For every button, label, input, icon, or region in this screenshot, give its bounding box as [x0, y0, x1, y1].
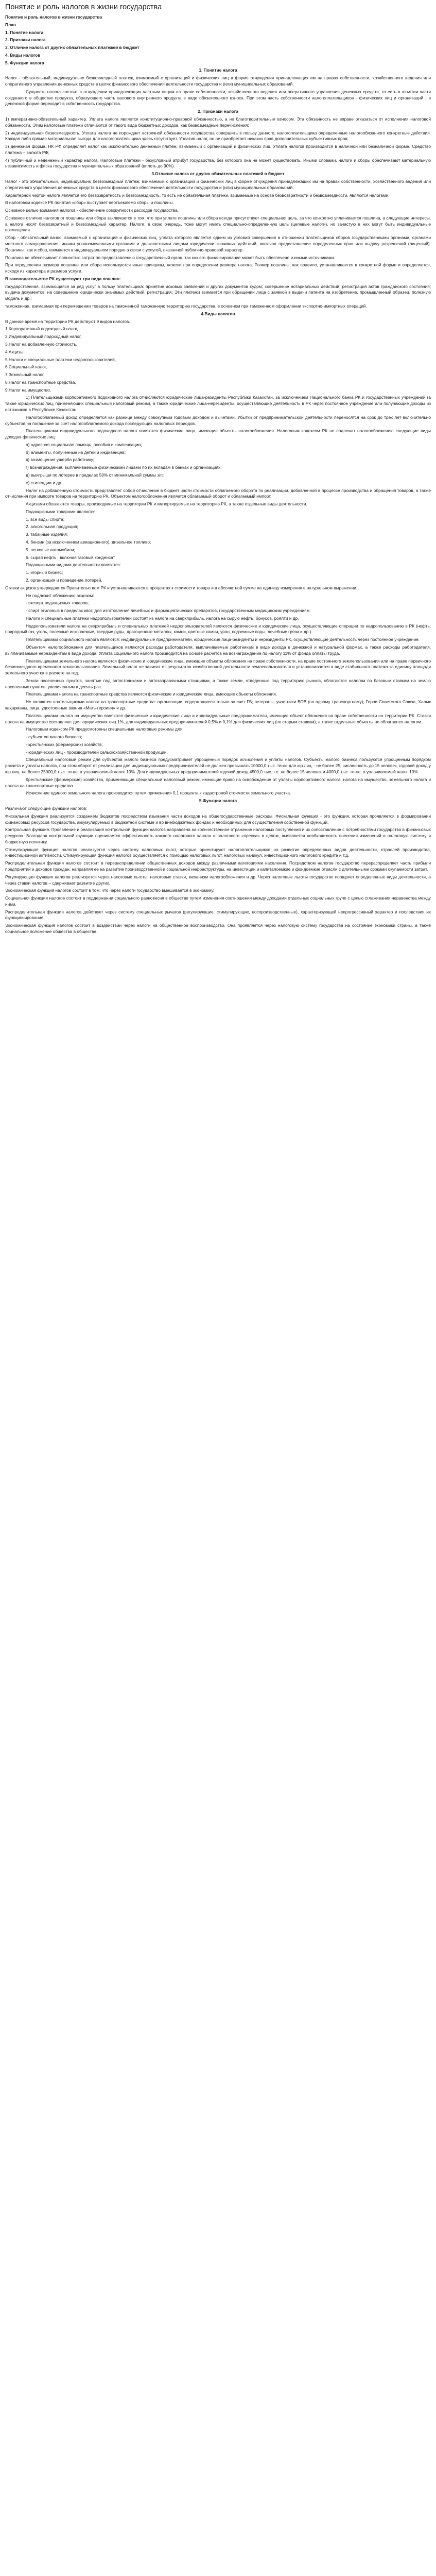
paragraph: 2. алкогольная продукция; [26, 524, 78, 530]
paragraph: 4) публичный и неденежный характер налога. Налоговые платежи - безусловный атрибут государства, без которого она не может существовать. Иными словами, налоги и сборы обеспечивают материальную независимость и фиска государства и муниципальных образований (вплоть до 90%). [5, 157, 431, 169]
paragraph: Экономическая функция налогов состоит в том, что через налоги государство вмешивается в экономику. [5, 888, 215, 893]
paragraph: Социальная функция налогов состоит в поддержании социального равновесия в обществе путем изменения соотношения между доходами отдельных социальных групп с целью сглаживания неравенства между ними. [5, 895, 431, 907]
paragraph: г) вознаграждения, выплачиваемые физическими лицами по их вкладам в банках и организациях; [26, 465, 222, 470]
section-heading: В законодательстве РК существуют три вида пошлин: [5, 276, 121, 281]
paragraph: Фискальная функция реализуется созданием бюджетов посредством изымания части доходов на общегосударственные расходы. Фискальная функция - это функция, которая проявляется в формировании финансовых ресурсов государства, аккумулируемых в бюджетной системе и во внебюджетных фондах и необходимых для осуществления собственной функций. [5, 813, 431, 825]
paragraph: Характерной чертой налога является его безвозвратность и безвозмездность, то есть не обязательная платежи, взимаемые на основе безвозвратности и безвозмездности, являются налогами. [5, 192, 390, 198]
paragraph: Контрольная функция. Проявление и реализация контрольной функции налогов направлена на количественное отражение налоговых поступлений и их сопоставление с потребностями государства в финансовых ресурсах. Благодаря контрольной функции оценивается эффективность каждого налогового канала и налогового «пресса» в целом, выявляется необходимость внесения изменений в налоговую систему и бюджетную политику. [5, 827, 431, 844]
paragraph: 6. сырая нефть , включая газовый конденсат. [26, 554, 116, 560]
paragraph: Земли населенных пунктов, занятые под автостоянками и автозаправочными станциями, а также земли, отведенные под территорию рынков, облагаются налогом по базовым ставкам на землю населенных пунктов, увеличенным в десять раз. [5, 677, 431, 689]
paragraph: Налог на добавленную стоимость представляет собой отчисление в бюджет части стоимости облагаемого оборота по реализации, добавленной в процессе производства и обращения товаров, а также отчисления при импорте товаров на территорию РК. Объектом налогообложения является облагаемый оборот и облагаемый импорт. [5, 487, 431, 499]
paragraph: д) выигрыши по лотерее в пределах 50% от минимальной суммы з/п; [26, 472, 164, 478]
paragraph: 1.Корпоративный подоходный налог, [5, 326, 78, 332]
paragraph: в) возмещение ущерба работнику; [26, 457, 95, 463]
paragraph: Распределительная функция налогов состоит в перераспределении общественных доходов между различными категориями населения. Посредством налогов государство перераспределяет часть прибыли предприятий и доходов граждан, направляя ее на развитие производственной и социальной инфраструктуры, на инвестиции и капиталоемкие и фондоемкие отрасли с длительными сроками окупаемости затрат. [5, 860, 431, 872]
paragraph: Объектом налогообложения для плательщиков являются расходы работодателя, выплачиваемые работникам в виде дохода в денежной и натуральной формах, а также расходы работодателя, выплачиваемые нерезидентам в виде дохода. Уплата социального налога производится на основе расчетов на вознаграждение по налогу 11% от фонда оплаты труда. [5, 644, 431, 656]
paragraph: государственная, взимающаяся за ряд услуг в пользу плательщика: принятие исковых заявлений и других документов судом; совершение нотариальных действий; регистрация актов гражданского состояния; выдача документов; на совершение юридически значимых действий; регистрация; Эти платежи взимается при обращении лица с заявкой в выдачи патента на изобретение, промышленный образец, полезную модель и др.; [5, 283, 431, 301]
paragraph: Плательщиками земельного налога являются физические и юридические лица, имеющие объекты обложения на праве собственности, на праве постоянного землепользования или на праве первичного безвозмездного временного землепользования. Земельный налог не зависит от результатов хозяйственной деятельности землепользователя и устанавливается в виде стабильного платежа за единицу площади земельного участка в расчете на год. [5, 658, 431, 676]
paragraph: Различают следующие функции налогов: [5, 805, 88, 811]
paragraph: Не подлежит обложению акцизом: [26, 592, 94, 598]
document-body [5, 14, 431, 935]
paragraph: Распределительная функция налогов действует через систему специальных рычагов (регулирующие, стимулирующие, воспроизводственные), характеризующей непрогрессивный характер и последствия их функционирования. [5, 909, 431, 921]
paragraph: Не являются плательщиками налога на транспортные средства: организации, содержащиеся только за счет ГБ; ветераны, участники ВОВ (по одному транспортному); Герои Советского Союза, Халык каҳарманы, лица, удостоенные звания «Мать-героиня» и др. [5, 699, 431, 710]
paragraph: 5.Налоги и специальные платежи недропользователей, [5, 357, 116, 362]
paragraph: 3. табачные изделия; [26, 532, 68, 537]
section-heading: 1. Понятие налога [5, 29, 44, 35]
paragraph: Налог - это обязательный, индивидуально безвозмездный платеж, взимаемый с организаций и физических лиц в форме отчуждения принадлежащих им на правах собственности, хозяйственного ведения или оперативного управления денежных средств в целях финансового обеспечения деятельности государства и (или) муниципальных образований. [5, 178, 431, 190]
paragraph: 1) императивно-обязательный характер. Уплата налога является конституционно-правовой обязанностью, а не благотворительным взносом. Эта обязанность не вправе отказаться от исполнения налоговой обязанности. Этим налоговые платежи отличаются от такого вида бюджетных доходов, как безвозмездные перечисления; [5, 116, 431, 128]
paragraph: Основное отличие налогов от пошлины или сбора заключается в том, что при уплате пошлины или сбора всегда присутствует специальная цель, за что конкретно уплачивается пошлина, а следующие интересы, а налога носят безвозвратный и безвозмездный характер. Налоги, в свою очередь, тоже могут иметь специально-определенную цель (целевые налоги), но зачастую в них могут быть индивидуальные возмещения. [5, 215, 431, 233]
paragraph: Крестьянские (фермерские) хозяйства, применяющие специальный налоговый режим, имеющие право на освобождение от уплаты корпоративного налога, налога на имущество, земельного налога и налога на транспортные средства. [5, 776, 431, 788]
paragraph: 4.Акцизы, [5, 349, 25, 354]
paragraph: Налоги и специальные платежи недропользователей состоят из налога на сверхприбыль, налога на сырую нефть, бонусов, роялти и др. [26, 615, 299, 621]
paragraph: Ставки акцизов утверждаются Правительством РК и устанавливаются в процентах к стоимости товара и в абсолютной сумме на единицу измерения в натуральном выражении. [5, 585, 358, 590]
paragraph: При определении размера пошлины или сбора используются иные принципы, нежели при определении размера налога. Размер пошлины, как правило, устанавливается в конкретной форме и определяется, исходя из характера и размера услуги. [5, 262, 431, 274]
paragraph: 8.Налог на транспортные средства, [5, 379, 76, 385]
paragraph: е) стипендии и др. [26, 480, 63, 485]
section-heading: 2. Признаки налога [5, 37, 46, 43]
paragraph: - экспорт подакцизных товаров; [26, 600, 89, 606]
paragraph: а) адресная социальная помощь, пособия и компенсации; [26, 442, 142, 447]
paragraph: 3.Налог на добавленную стоимость, [5, 341, 78, 347]
paragraph: - субъектов малого бизнеса; [26, 734, 82, 740]
paragraph: Налогооблагаемый доход определяется как разница между совокупным годовым доходом и вычетами. Убытки от предпринимательской деятельности переносятся на срок до трех лет включительно субъектов на погашение за счет налогооблагаемого дохода последующих налоговых периодов. [5, 414, 431, 426]
paragraph: Сбор - обязательный взнос, взимаемый с организаций и физических лиц, уплата которого является одним из условий совершения в отношении плательщиков сборов государственными органами, органами местного самоуправления, иными уполномоченными органами и должностными лицами юридически значимых действий, включая предоставление определенных прав или выдачу разрешений (лицензий). Пошлины, как и сбор, взимается в индивидуальном порядке а связи с услугой, оказанной публично-правовой характер. [5, 235, 431, 252]
section-heading: 1. Понятие налога [199, 67, 237, 73]
paragraph: 1. все виды спирта; [26, 516, 65, 522]
section-heading: 4.Виды налогов [201, 311, 235, 316]
document-title: Понятие и роль налогов в жизни государства [5, 3, 162, 11]
paragraph: 2) индивидуальная безвозмездность. Уплата налога не порождает встречной обязанности государства совершить в пользу данного, налогоплательщика определенные налогообязанного конкретные действия. Каждая либо прямая материальная выгода для налогоплательщика здесь отсутствует. Уплатив налог, он не приобретает никаких прав дополнительных субъективных прав; [5, 130, 431, 142]
paragraph: б) алименты, полученные на детей и иждивенцев; [26, 449, 126, 455]
paragraph: 4. бензин (за исключением авиационного), дизельное топливо; [26, 539, 151, 545]
paragraph: 1) Плательщиками корпоративного подоходного налога отчисляются юридические лица-резиденты Республики Казахстан, за исключением Национального банка РК и государственных учреждений (а также юридических лиц, применяющих специальный налоговый режим), а также юридические лица-нерезиденты, осуществляющие деятельность в РК через постоянное учреждение или получающие доходы из источников в Республике Казахстан. [5, 395, 431, 412]
paragraph: таможенная, взимаемая при перемещении товаров на таможенной таможенную территорию государства, в основном при таможенном оформлении экспортно-импортных операций. [5, 303, 367, 309]
paragraph: 5. легковые автомобили; [26, 547, 75, 552]
paragraph: 6.Социальный налог, [5, 364, 47, 370]
section-heading: 2. Признаки налога [198, 109, 238, 114]
paragraph: Сущность налога состоит в отчуждении принадлежащих частным лицам на праве собственности, хозяйственного ведения или оперативного управления денежных средств, то есть в изъятии части созданного в обществе продукта, образующего часть валового внутреннего продукта в виде обязательного взноса. При этом часть собственности налогоплательщиков - физических лиц и организаций - в денежной форме переходит в собственность государства. [5, 89, 431, 107]
paragraph: Плательщиками индивидуального подоходного налога являются физические лица, имеющие объекты налогообложения. Налоговым кодексом РК не подлежат налогообложению следующие виды доходов физических лиц: [5, 428, 431, 440]
paragraph: В данное время на территории РК действуют 9 видов налогов. [5, 318, 130, 324]
paragraph: Пошлина не обеспечивает полностью затрат по предоставлению государственный орган, так как его финансирование может быть обеспечено и иными источниками. [5, 255, 335, 260]
paragraph: Специальный налоговый режим для субъектов малого бизнеса предусматривает упрощенный порядок исчисления и уплаты налогов. Субъекты малого бизнеса пользуются упрощенным порядком расчета и уплаты налогов, при этом оборот от реализации для индивидуальных предпринимателей не должен превышать 10000,0 тыс. тенге для юр.лиц, - не более 25, численность до 15 человек, годовой доход у юр.лиц- не более 25000,0 тыс. тенге, а уплачиваемый налог 10%. Для индивидуальных предпринимателей годовой доход 4500,0 тыс. т.е. не более 15 человек и 4000,0 тыс. тенге, а уплачиваемый налог 10%. [5, 757, 431, 775]
document-page [0, 0, 436, 947]
paragraph: Акцизами облагаются товары, производимые на территории РК и импортируемые на территорию РК, а также отдельные виды деятельности. [26, 501, 307, 507]
section-heading: 3.Отличие налога от других обязательных платежей в бюджет [151, 171, 285, 177]
paragraph: Плательщиками налога на транспортные средства являются физические и юридические лица, имеющие объекты обложения. [26, 691, 277, 697]
paragraph: 1. игорный бизнес; [26, 570, 63, 575]
paragraph: Плательщиками социального налога являются: индивидуальные предприниматели, юридические лица-резиденты и нерезиденты РК, осуществляющие деятельность через постоянное учреждение. [26, 637, 420, 642]
section-heading: 5.Функции налога [199, 798, 237, 804]
paragraph: Экономическая функция налогов состоит в воздействии через налоги на общественное воспроизводство. Она проявляется через налоговую систему государства на состояние экономики страны, а также социальное положение общества в обществе. [5, 923, 431, 934]
section-heading: 3. Отличие налога от других обязательных платежей в бюджет [5, 45, 139, 50]
paragraph: Налоговым кодексом РК предусмотрены специальные налоговые режимы для: [26, 726, 184, 732]
paragraph: - юридических лиц - производителей сельскохозяйственной продукции. [26, 749, 168, 755]
paragraph: 2. организация и проведение лотерей. [26, 577, 102, 583]
section-heading: 4. Виды налогов [5, 52, 41, 58]
paragraph: 9.Налог на имущество. [5, 387, 51, 393]
paragraph: - крестьянских (фермерских) хозяйств; [26, 741, 103, 747]
paragraph: 3) денежная форма. НК РФ определяет налог как исключительно денежный платеж, взимаемый с организаций и физических лиц. Уплата налогов производится в наличной или безналичной форме. Средство платежа – валюта РФ; [5, 144, 431, 155]
paragraph: - спирт этиловый в пределах квот, для изготовления лечебных и фармацевтических препаратов, государственным медицинским учреждениям. [26, 608, 311, 614]
paragraph: Подакцизными видами деятельности являются: [26, 562, 121, 568]
paragraph: Основное целью взимания налогов - обеспечение совокупности расходов государства. [5, 208, 179, 213]
section-heading: Понятие и роль налогов в жизни государства [5, 14, 102, 20]
paragraph: 7.Земельный налог, [5, 372, 45, 378]
paragraph: Недропользователи налога на сверхприбыль и специальных платежей недропользователей являются физические и юридические лица, осуществляющие операции по недропользованию в РК (нефть, природный газ, уголь, полезные ископаемые, твердые руды, драгоценные металлы, камни, цветные камни, уран, подземные воды, лечебные грязи и др.). [5, 623, 431, 635]
paragraph: Исчисление единого земельного налога производится путем применения 0,1 процента к кадастровой стоимости земельного участка. [26, 790, 291, 796]
paragraph: Плательщиками налога на имущество являются физические и юридические лица и индивидуальные предприниматели, имеющие объект обложения на праве собственности на территории РК. Ставки налога на имущество составляют для юридических лиц 1%, для индивидуальных предпринимателей 0,5% и 0,1% для физических лиц (по старым ставкам), а также отдельные объекты не облагаются налогом. [5, 713, 431, 724]
section-heading: План [5, 22, 16, 27]
paragraph: Стимулирующая функция налогов реализуется через систему налоговых льгот, которые ориентируют налогоплательщиков на развитие определенных видов деятельности, отраслей производства, инвестиционной активности. Стимулирующая функция налогов осуществляется с помощью налоговых льгот, налоговых каникул, инвестиционного налогового кредита и т.д. [5, 846, 431, 858]
paragraph: В налоговом кодексе РК понятия «сбор» выступает неотъемлемо сборы и пошлины. [5, 200, 174, 206]
paragraph: Подакцизными товарами являются: [26, 509, 97, 514]
paragraph: Налог - обязательный, индивидуально безвозмездный платеж, взимаемый с организаций и физических лиц в форме отчуждения принадлежащих им на правах собственности, хозяйственного ведения или оперативного управления денежных средств в целях финансового обеспечения деятельности государства и (или) муниципальных образований. [5, 75, 431, 87]
paragraph: 2.Индивидуальный подоходный налог, [5, 334, 82, 340]
section-heading: 5. Функции налога [5, 60, 44, 65]
paragraph: Регулирующая функция налогов реализуется через налоговые льготы, налоговые ставки, механизм налогообложения и др. Через налоговые льготы государство поощряет определенные виды деятельности, а через ставки налогов – сдерживает развитие других. [5, 874, 431, 886]
